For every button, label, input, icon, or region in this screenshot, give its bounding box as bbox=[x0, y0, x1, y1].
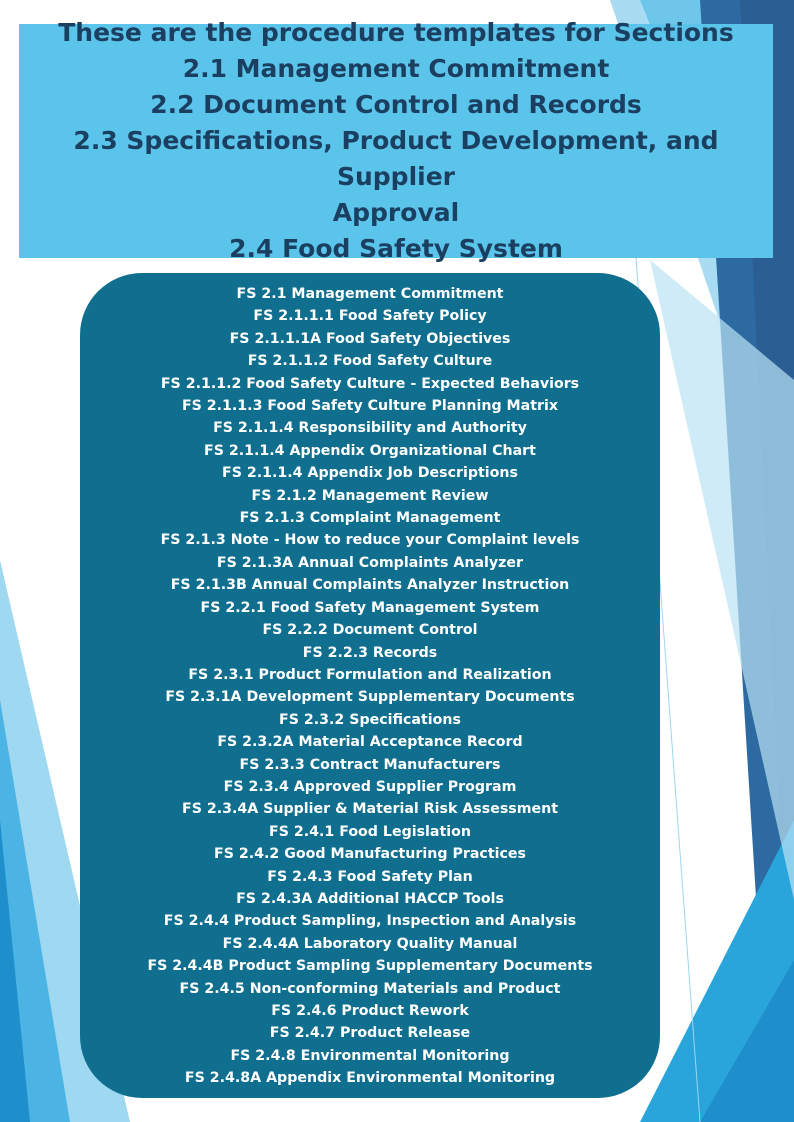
header-line: 2.2 Document Control and Records bbox=[150, 90, 642, 119]
header-line: 2.3 Specifications, Product Development, and Supplier bbox=[73, 126, 719, 191]
header-line: 2.1 Management Commitment bbox=[182, 54, 610, 83]
procedure-item: FS 2.3.4 Approved Supplier Program bbox=[223, 778, 517, 795]
procedure-item: FS 2.4.2 Good Manufacturing Practices bbox=[214, 846, 526, 863]
procedure-item: FS 2.1.1.3 Food Safety Culture Planning Matrix bbox=[181, 398, 559, 415]
procedure-item: FS 2.1.3B Annual Complaints Analyzer Instruction bbox=[170, 577, 570, 594]
procedure-item: FS 2.1 Management Commitment bbox=[236, 286, 504, 302]
procedure-item: FS 2.4.8A Appendix Environmental Monitoring bbox=[184, 1070, 556, 1087]
header-banner bbox=[19, 18, 773, 263]
procedure-item: FS 2.1.1.4 Responsibility and Authority bbox=[213, 420, 527, 437]
procedure-item: FS 2.3.2 Specifications bbox=[279, 711, 461, 728]
procedure-item: FS 2.1.2 Management Review bbox=[251, 487, 489, 504]
procedure-item: FS 2.4.6 Product Rework bbox=[271, 1003, 469, 1019]
procedure-item: FS 2.2.3 Records bbox=[302, 644, 438, 661]
procedure-item: FS 2.1.1.4 Appendix Job Descriptions bbox=[222, 465, 518, 482]
procedure-item: FS 2.4.4A Laboratory Quality Manual bbox=[222, 935, 518, 952]
header-line: Approval bbox=[332, 198, 460, 227]
procedure-list bbox=[80, 273, 660, 1098]
procedure-item: FS 2.3.4A Supplier & Material Risk Assessment bbox=[182, 801, 558, 818]
procedure-item: FS 2.4.8 Environmental Monitoring bbox=[230, 1047, 510, 1064]
procedure-item: FS 2.1.1.1A Food Safety Objectives bbox=[229, 330, 511, 347]
procedure-item: FS 2.3.1A Development Supplementary Documents bbox=[165, 689, 575, 706]
procedure-item: FS 2.1.1.1 Food Safety Policy bbox=[253, 308, 487, 325]
header-line: These are the procedure templates for Sections bbox=[58, 18, 734, 47]
procedure-item: FS 2.3.3 Contract Manufacturers bbox=[239, 756, 501, 773]
procedure-item: FS 2.4.3 Food Safety Plan bbox=[267, 868, 473, 885]
procedure-item: FS 2.3.2A Material Acceptance Record bbox=[217, 734, 523, 751]
procedure-item: FS 2.1.1.2 Food Safety Culture - Expected Behaviors bbox=[160, 375, 580, 392]
header-line: 2.4 Food Safety System bbox=[229, 234, 563, 263]
procedure-item: FS 2.1.3 Note - How to reduce your Complaint levels bbox=[160, 532, 580, 549]
procedure-item: FS 2.1.1.4 Appendix Organizational Chart bbox=[204, 442, 536, 459]
procedure-item: FS 2.1.3A Annual Complaints Analyzer bbox=[216, 554, 524, 571]
procedure-item: FS 2.2.1 Food Safety Management System bbox=[200, 599, 540, 616]
procedure-item: FS 2.1.3 Complaint Management bbox=[239, 510, 501, 527]
procedure-item: FS 2.4.3A Additional HACCP Tools bbox=[236, 890, 504, 907]
procedure-item: FS 2.2.2 Document Control bbox=[262, 622, 478, 639]
procedure-item: FS 2.4.4 Product Sampling, Inspection and Analysis bbox=[163, 913, 577, 930]
procedure-item: FS 2.4.5 Non-conforming Materials and Product bbox=[179, 980, 561, 997]
procedure-item: FS 2.4.4B Product Sampling Supplementary Documents bbox=[147, 958, 593, 975]
procedure-item: FS 2.3.1 Product Formulation and Realization bbox=[188, 666, 552, 683]
procedure-item: FS 2.1.1.2 Food Safety Culture bbox=[247, 353, 493, 370]
procedure-item: FS 2.4.1 Food Legislation bbox=[269, 823, 471, 840]
procedure-item: FS 2.4.7 Product Release bbox=[269, 1025, 471, 1042]
